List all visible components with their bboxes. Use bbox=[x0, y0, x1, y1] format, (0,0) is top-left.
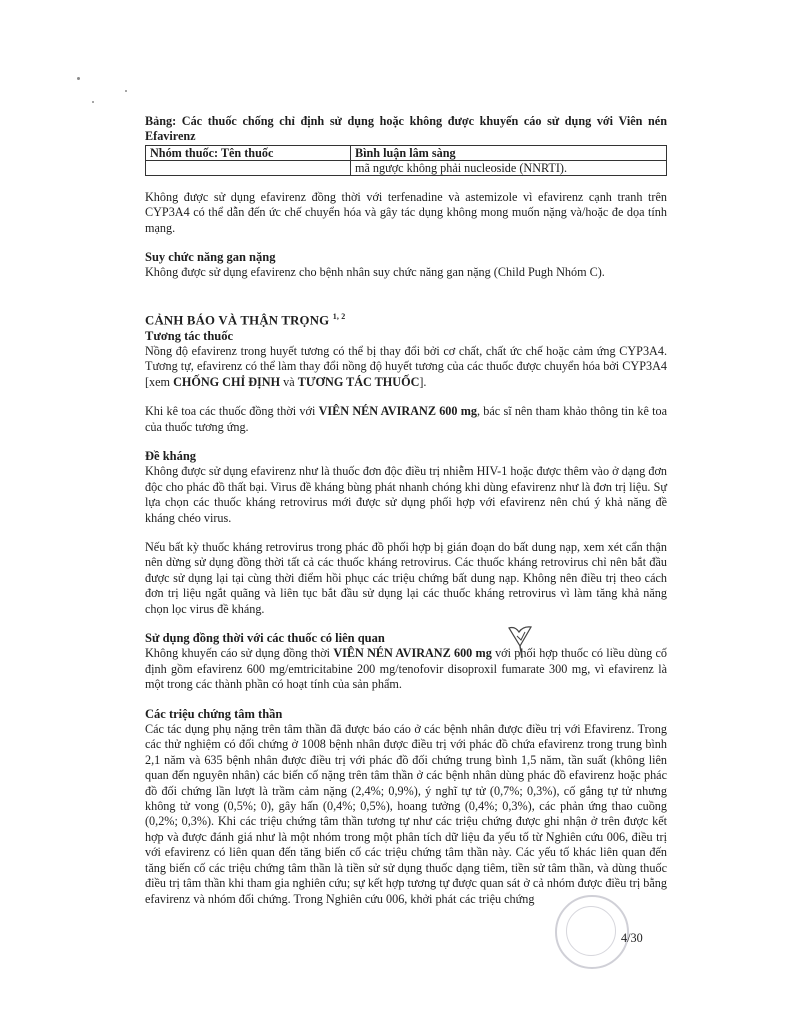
drug-interaction-reference: TƯƠNG TÁC THUỐC bbox=[297, 374, 420, 389]
table-caption: Bảng: Các thuốc chống chỉ định sử dụng hoặc không được khuyến cáo sử dụng với Viên nén Efavirenz bbox=[145, 114, 667, 144]
product-name: VIÊN NÉN AVIRANZ 600 mg bbox=[318, 404, 477, 419]
handwritten-check-mark bbox=[505, 624, 535, 660]
document-body bbox=[145, 114, 667, 907]
resistance-paragraph: Không được sử dụng efavirenz như là thuốc đơn độc điều trị nhiễm HIV-1 hoặc được thêm vào ở dạng đơn độc cho phác đồ thất bại. Virus đề kháng bùng phát nhanh chóng khi dùng efavirenz như là đơn trị liệu. Sự lựa chọn các thuốc kháng retrovirus mới được sử dụng phối hợp với efavirenz nên chú ý khả năng đề kháng chéo virus. bbox=[145, 464, 667, 525]
coadministration-paragraph bbox=[145, 404, 667, 435]
product-name: VIÊN NÉN AVIRANZ 600 mg bbox=[333, 646, 492, 661]
contraindication-reference: CHỐNG CHỈ ĐỊNH bbox=[173, 374, 281, 389]
related-text: Không khuyến cáo sử dụng đồng thời bbox=[145, 646, 334, 661]
table-row bbox=[146, 160, 667, 175]
interaction-text: và bbox=[280, 374, 298, 389]
warnings-reference: 1, 2 bbox=[332, 311, 346, 321]
table-cell bbox=[146, 160, 351, 175]
table-cell: mã ngược không phải nucleoside (NNRTI). bbox=[351, 160, 667, 175]
warnings-title: CẢNH BÁO VÀ THẬN TRỌNG bbox=[145, 313, 330, 328]
seal-stamp bbox=[555, 895, 629, 969]
resistance-paragraph-2: Nếu bất kỳ thuốc kháng retrovirus trong phác đồ phối hợp bị gián đoạn do bất dung nạp, xem xét cẩn thận nên dừng sử dụng đồng thời tất cả các thuốc kháng retrovirus. Các thuốc kháng retrovirus chỉ nên bắt đầu được sử dụng lại tại cùng thời điểm hồi phục các triệu chứng bất dung nạp. Không nên điều trị theo cách đơn trị liệu ngắt quãng và liên tục bắt đầu sử dụng lại các thuốc kháng retrovirus vì làm tăng khả năng chọn lọc virus đề kháng. bbox=[145, 539, 667, 616]
psychiatric-paragraph: Các tác dụng phụ nặng trên tâm thần đã được báo cáo ở các bệnh nhân được điều trị với Efavirenz. Trong các thử nghiệm có đối chứng ở 1008 bệnh nhân được điều trị với phác đồ chứa efavirenz trong trung bình 2,1 năm và 635 bệnh nhân được điều trị với phác đồ đối chứng trung bình 1,5 năm, tần suất (không liên quan đến nguyên nhân) các biến cố nặng trên tâm thần ở các bệnh nhân dùng phác đồ efavirenz hoặc phác đồ đối chứng lần lượt là trầm cảm nặng (2,4%; 0,9%), ý nghĩ tự tử (0,7%; 0,3%), cố gắng tự tử nhưng không tử vong (0,5%; 0), gây hấn (0,4%; 0,5%), hoang tưởng (0,4%; 0,3%), các phản ứng thao cuồng (0,2%; 0,3%). Khi các triệu chứng tâm thần tương tự như các triệu chứng được ghi nhận ở trên được kết hợp và được đánh giá như là một nhóm trong một phân tích dữ liệu đa yếu tố từ Nghiên cứu 006, điều trị với efavirenz có liên quan đến tăng biến cố các triệu chứng tâm thần này. Các yếu tố khác liên quan đến tăng biến cố các triệu chứng tâm thần là tiền sử sử dụng thuốc dạng tiêm, tiền sử tâm thần, và dùng thuốc điều trị tâm thần khi tham gia nghiên cứu; sự kết hợp tương tự được quan sát ở cả nhóm được điều trị bằng efavirenz và nhóm đối chứng. Trong Nghiên cứu 006, khởi phát các triệu chứng bbox=[145, 722, 667, 906]
interaction-text: Nồng độ efavirenz trong huyết tương có thể bị thay đổi bởi cơ chất, chất ức chế hoặc cảm ứng CYP3A4. Tương tự, efavirenz có thể làm thay đổi nồng độ huyết tương của các thuốc được chuyển hóa bởi CYP3A4 [xem bbox=[145, 343, 667, 389]
related-drugs-paragraph bbox=[145, 646, 667, 692]
related-drugs-heading: Sử dụng đồng thời với các thuốc có liên quan bbox=[145, 631, 385, 646]
interaction-paragraph bbox=[145, 344, 667, 390]
resistance-heading: Đề kháng bbox=[145, 448, 197, 463]
contraindication-table bbox=[145, 145, 667, 176]
table-header-clinical-comment: Bình luận lâm sàng bbox=[351, 145, 667, 160]
interaction-text: ]. bbox=[419, 374, 427, 389]
scan-speck bbox=[92, 101, 94, 103]
terfenadine-paragraph: Không được sử dụng efavirenz đồng thời với terfenadine và astemizole vì efavirenz cạnh tranh trên CYP3A4 có thể dẫn đến ức chế chuyển hóa và gây tác dụng không mong muốn nặng và/hoặc đe dọa tính mạng. bbox=[145, 189, 667, 235]
table-header-row bbox=[146, 145, 667, 160]
seal-stamp-inner-ring bbox=[566, 906, 616, 956]
scan-speck bbox=[125, 90, 127, 92]
page-number: 4/30 bbox=[621, 931, 643, 945]
table-header-drug-group: Nhóm thuốc: Tên thuốc bbox=[146, 145, 351, 160]
scan-speck bbox=[77, 77, 80, 80]
interaction-heading: Tương tác thuốc bbox=[145, 328, 234, 343]
liver-heading: Suy chức năng gan nặng bbox=[145, 250, 276, 265]
warnings-heading bbox=[145, 309, 667, 329]
coadmin-text: Khi kê toa các thuốc đồng thời với bbox=[145, 404, 319, 419]
liver-paragraph: Không được sử dụng efavirenz cho bệnh nhân suy chức năng gan nặng (Child Pugh Nhóm C). bbox=[145, 265, 605, 280]
coadmin-text: , bác sĩ nên tham khảo thông tin kê toa của thuốc tương ứng. bbox=[145, 404, 668, 434]
related-text: với phối hợp thuốc có liều dùng cố định gồm efavirenz 600 mg/emtricitabine 200 mg/tenofovir disoproxil fumarate 300 mg, vì efavirenz là một trong các thành phần có hoạt tính của sản phẩm. bbox=[145, 646, 667, 692]
psychiatric-heading: Các triệu chứng tâm thần bbox=[145, 706, 283, 721]
